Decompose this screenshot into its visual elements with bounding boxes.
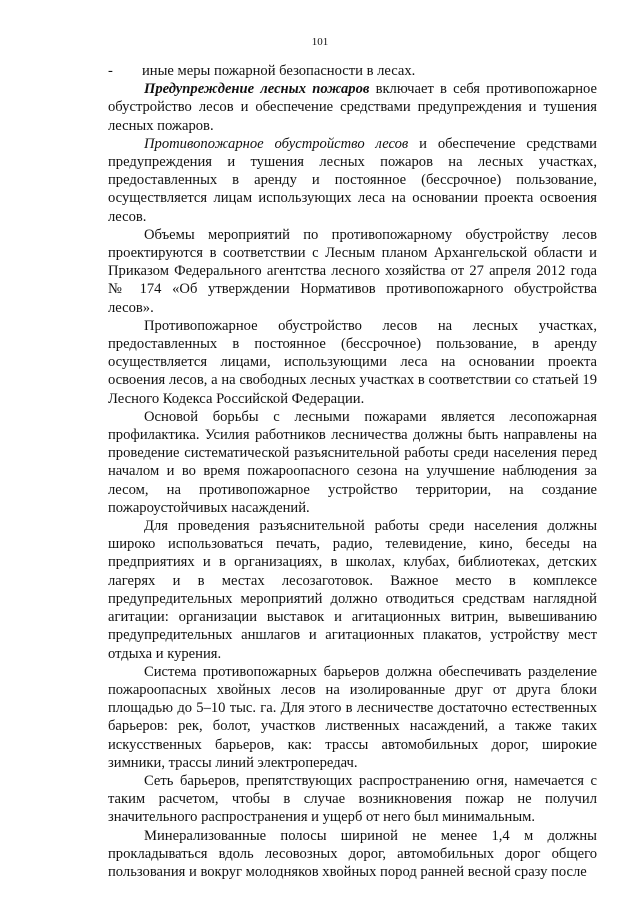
paragraph-fire-arrangement [108,135,597,226]
list-item-text: иные меры пожарной безопасности в лесах. [142,63,416,79]
paragraph-mineral-strips: Минерализованные полосы шириной не менее 1,4 м должны прокладываться вдоль лесовозных дорог, автомобильных дорог общего пользования и вокруг молодняков хвойных пород ранней весной сразу после [108,827,597,880]
paragraph-barrier-network: Сеть барьеров, препятствующих распространению огня, намечается с таким расчетом, чтобы в случае возникновения пожар не получил значительного распространения и ущерб от него был минимальным. [108,772,597,826]
paragraph-fire-prevention [108,80,597,135]
paragraph-outreach: Для проведения разъяснительной работы среди населения должны широко использоваться печать, радио, телевидение, кино, беседы на предприятиях и в организациях, в школах, клубах, библиотеках, детских лагерях и в местах лесозаготовок. Важное место в комплексе предупредительных мероприятий должно отводиться средствам наглядной агитации: организации выставок и агитационных витрин, вывешиванию предупредительных аншлагов и агитационных плакатов, устройству мест отдыха и курения. [108,518,597,662]
paragraph-volumes: Объемы мероприятий по противопожарному обустройству лесов проектируются в соответствии с Лесным планом Архангельской области и Приказом Федерального агентства лесного хозяйства от 27 апреля 2012 года № 174 «Об утверждении Нормативов противопожарного обустройства лесов». [108,226,597,316]
list-marker: - [108,63,113,79]
document-body [108,62,597,881]
term-fire-prevention: Предупреждение лесных пожаров [144,81,370,98]
term-fire-arrangement: Противопожарное обустройство лесов [144,135,409,152]
paragraph-barrier-system: Система противопожарных барьеров должна обеспечивать разделение пожароопасных хвойных лесов на изолированные друг от друга блоки площадью до 5–10 тыс. га. Для этого в лесничестве достаточно естественных барьеров: рек, болот, участков лиственных насаждений, а также таких искусственных барьеров, как: трассы автомобильных дорог, широкие зимники, трассы линий электропередач. [108,663,597,771]
paragraph-prophylaxis: Основой борьбы с лесными пожарами является лесопожарная профилактика. Усилия работников лесничества должны быть направлены на проведение систематической разъяснительной работы среди населения перед началом и во время пожароопасного сезона на улучшение наблюдения за лесом, на противопожарное устройство территории, на создание пожароустойчивых насаждений. [108,408,597,516]
paragraph-text: включает в себя противопожарное обустройство лесов и обеспечение средствами предупреждения и тушения лесных пожаров. [108,81,598,134]
list-item [108,62,597,80]
paragraph-text: и обеспечение средствами предупреждения и тушения лесных пожаров на лесных участках, предоставленных в аренду и постоянное (бессрочное) пользование, осуществляется лицам использующих леса на основании проекта освоения лесов. [108,135,597,225]
page-number: 101 [311,36,329,48]
paragraph-arrangement-plots: Противопожарное обустройство лесов на лесных участках, предоставленных в постоянное (бессрочное) пользование, в аренду осуществляется лицами, использующими леса на основании проекта освоения лесов, а на свободных лесных участках в соответствии со статьей 19 Лесного Кодекса Российской Федерации. [108,317,597,407]
